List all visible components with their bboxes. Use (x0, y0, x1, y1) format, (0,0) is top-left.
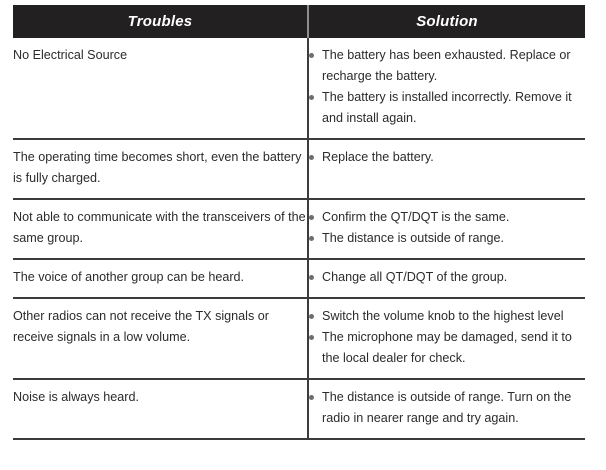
trouble-cell (13, 298, 308, 379)
solution-text: The battery has been exhausted. Replace or recharge the battery. (322, 48, 571, 83)
bullet-dot-icon (309, 53, 314, 58)
trouble-cell (13, 38, 308, 139)
table-header (13, 5, 585, 38)
trouble-cell (13, 259, 308, 298)
table-body (13, 38, 585, 439)
table-row (13, 199, 585, 259)
solution-text: Replace the battery. (322, 150, 434, 164)
solution-text: The microphone may be damaged, send it to the local dealer for check. (322, 330, 572, 365)
table-row (13, 259, 585, 298)
bullet-dot-icon (309, 395, 314, 400)
solution-list-item (309, 87, 585, 129)
solution-list (309, 306, 585, 369)
solution-text: The battery is installed incorrectly. Remove it and install again. (322, 90, 572, 125)
trouble-text: Other radios can not receive the TX signals or receive signals in a low volume. (13, 309, 269, 344)
trouble-text: Noise is always heard. (13, 390, 139, 404)
bullet-dot-icon (309, 275, 314, 280)
solution-cell (308, 379, 585, 439)
solution-text: The distance is outside of range. Turn on the radio in nearer range and try again. (322, 390, 572, 425)
solution-list-item (309, 327, 585, 369)
solution-list-item (309, 387, 585, 429)
bullet-dot-icon (309, 314, 314, 319)
trouble-cell (13, 139, 308, 199)
solution-list (309, 207, 585, 249)
trouble-cell (13, 379, 308, 439)
column-header-troubles: Troubles (13, 5, 308, 38)
solution-list-item (309, 147, 585, 168)
table-row (13, 298, 585, 379)
trouble-text: The operating time becomes short, even the battery is fully charged. (13, 150, 302, 185)
solution-cell (308, 38, 585, 139)
troubleshooting-table (13, 5, 585, 440)
trouble-text: The voice of another group can be heard. (13, 270, 245, 284)
bullet-dot-icon (309, 95, 314, 100)
solution-list-item (309, 306, 585, 327)
solution-list (309, 45, 585, 129)
trouble-cell (13, 199, 308, 259)
table-row (13, 139, 585, 199)
solution-list-item (309, 228, 585, 249)
trouble-text: No Electrical Source (13, 48, 128, 62)
table-row (13, 379, 585, 439)
solution-text: Switch the volume knob to the highest level (322, 309, 564, 323)
bullet-dot-icon (309, 155, 314, 160)
bullet-dot-icon (309, 236, 314, 241)
solution-list-item (309, 45, 585, 87)
table-row (13, 38, 585, 139)
solution-text: Change all QT/DQT of the group. (322, 270, 508, 284)
bullet-dot-icon (309, 335, 314, 340)
bullet-dot-icon (309, 215, 314, 220)
solution-cell (308, 259, 585, 298)
solution-list-item (309, 207, 585, 228)
solution-list-item (309, 267, 585, 288)
column-header-solution: Solution (416, 13, 478, 30)
solution-cell (308, 199, 585, 259)
solution-text: The distance is outside of range. (322, 231, 505, 245)
solution-list (309, 267, 585, 288)
solution-list (309, 387, 585, 429)
solution-text: Confirm the QT/DQT is the same. (322, 210, 510, 224)
troubleshooting-table-container (13, 5, 583, 440)
solution-list (309, 147, 585, 168)
header-row (13, 5, 585, 38)
solution-cell (308, 139, 585, 199)
solution-cell (308, 298, 585, 379)
trouble-text: Not able to communicate with the transceivers of the same group. (13, 210, 306, 245)
